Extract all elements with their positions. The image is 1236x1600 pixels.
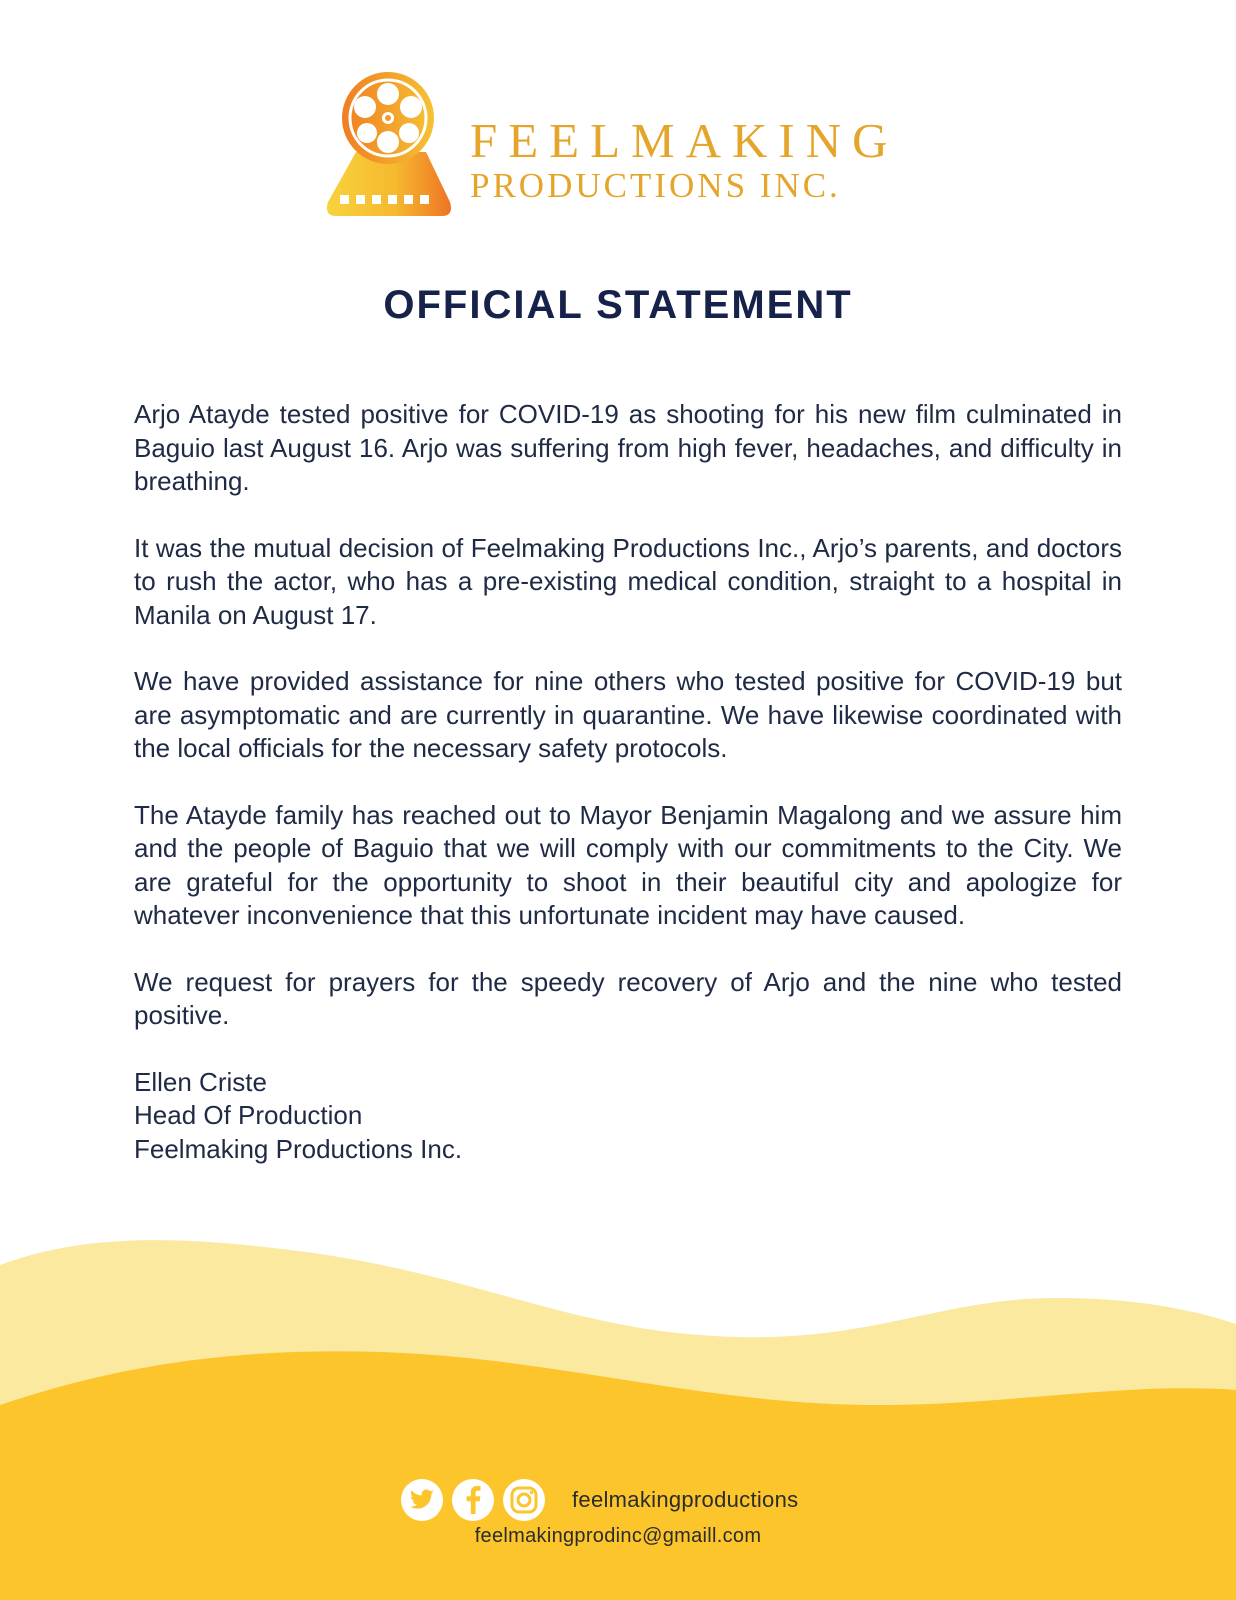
paragraph-1: Arjo Atayde tested positive for COVID-19 as shooting for his new film culminated in Baguio last August 16. Arjo was suffering from high fever, headaches, and difficulty in breathing. [134, 399, 1122, 496]
brand-line-1: FEELMAKING [470, 113, 899, 168]
paragraph-5: We request for prayers for the speedy recovery of Arjo and the nine who tested positive. [134, 966, 1122, 1030]
paragraph-3: We have provided assistance for nine others who tested positive for COVID-19 but are asymptomatic and are currently in quarantine. We have likewise coordinated with the local officials for the necessary safety protocols. [134, 666, 1122, 763]
paragraph-4: The Atayde family has reached out to Mayor Benjamin Magalong and we assure him and the people of Baguio that we will comply with our commitments to the City. We are grateful for the opportunity to shoot in their beautiful city and apologize for whatever inconvenience that this unfortunate incident may have caused. [134, 799, 1122, 930]
twitter-icon[interactable] [401, 1479, 443, 1521]
instagram-icon[interactable] [503, 1479, 545, 1521]
paragraph-2: It was the mutual decision of Feelmaking Productions Inc., Arjo’s parents, and doctors to rush the actor, who has a pre-existing medical condition, straight to a hospital in Manila on August 17. [134, 532, 1122, 630]
brand-wordmark [470, 113, 899, 205]
signature-name: Ellen Criste [134, 1066, 267, 1097]
social-handle[interactable]: feelmakingproductions [572, 1487, 799, 1512]
facebook-icon[interactable] [452, 1479, 494, 1521]
statement-body [134, 398, 1122, 1166]
contact-email[interactable]: feelmakingprodinc@gmaill.com [474, 1525, 762, 1547]
signature-role: Head Of Production [134, 1100, 363, 1130]
signature-block [134, 1066, 1122, 1167]
social-links [401, 1477, 798, 1523]
signature-company: Feelmaking Productions Inc. [134, 1133, 463, 1164]
brand-line-2: PRODUCTIONS INC. [470, 166, 841, 205]
page-title: OFFICIAL STATEMENT [383, 283, 853, 327]
film-reel-logo-icon [326, 70, 456, 222]
